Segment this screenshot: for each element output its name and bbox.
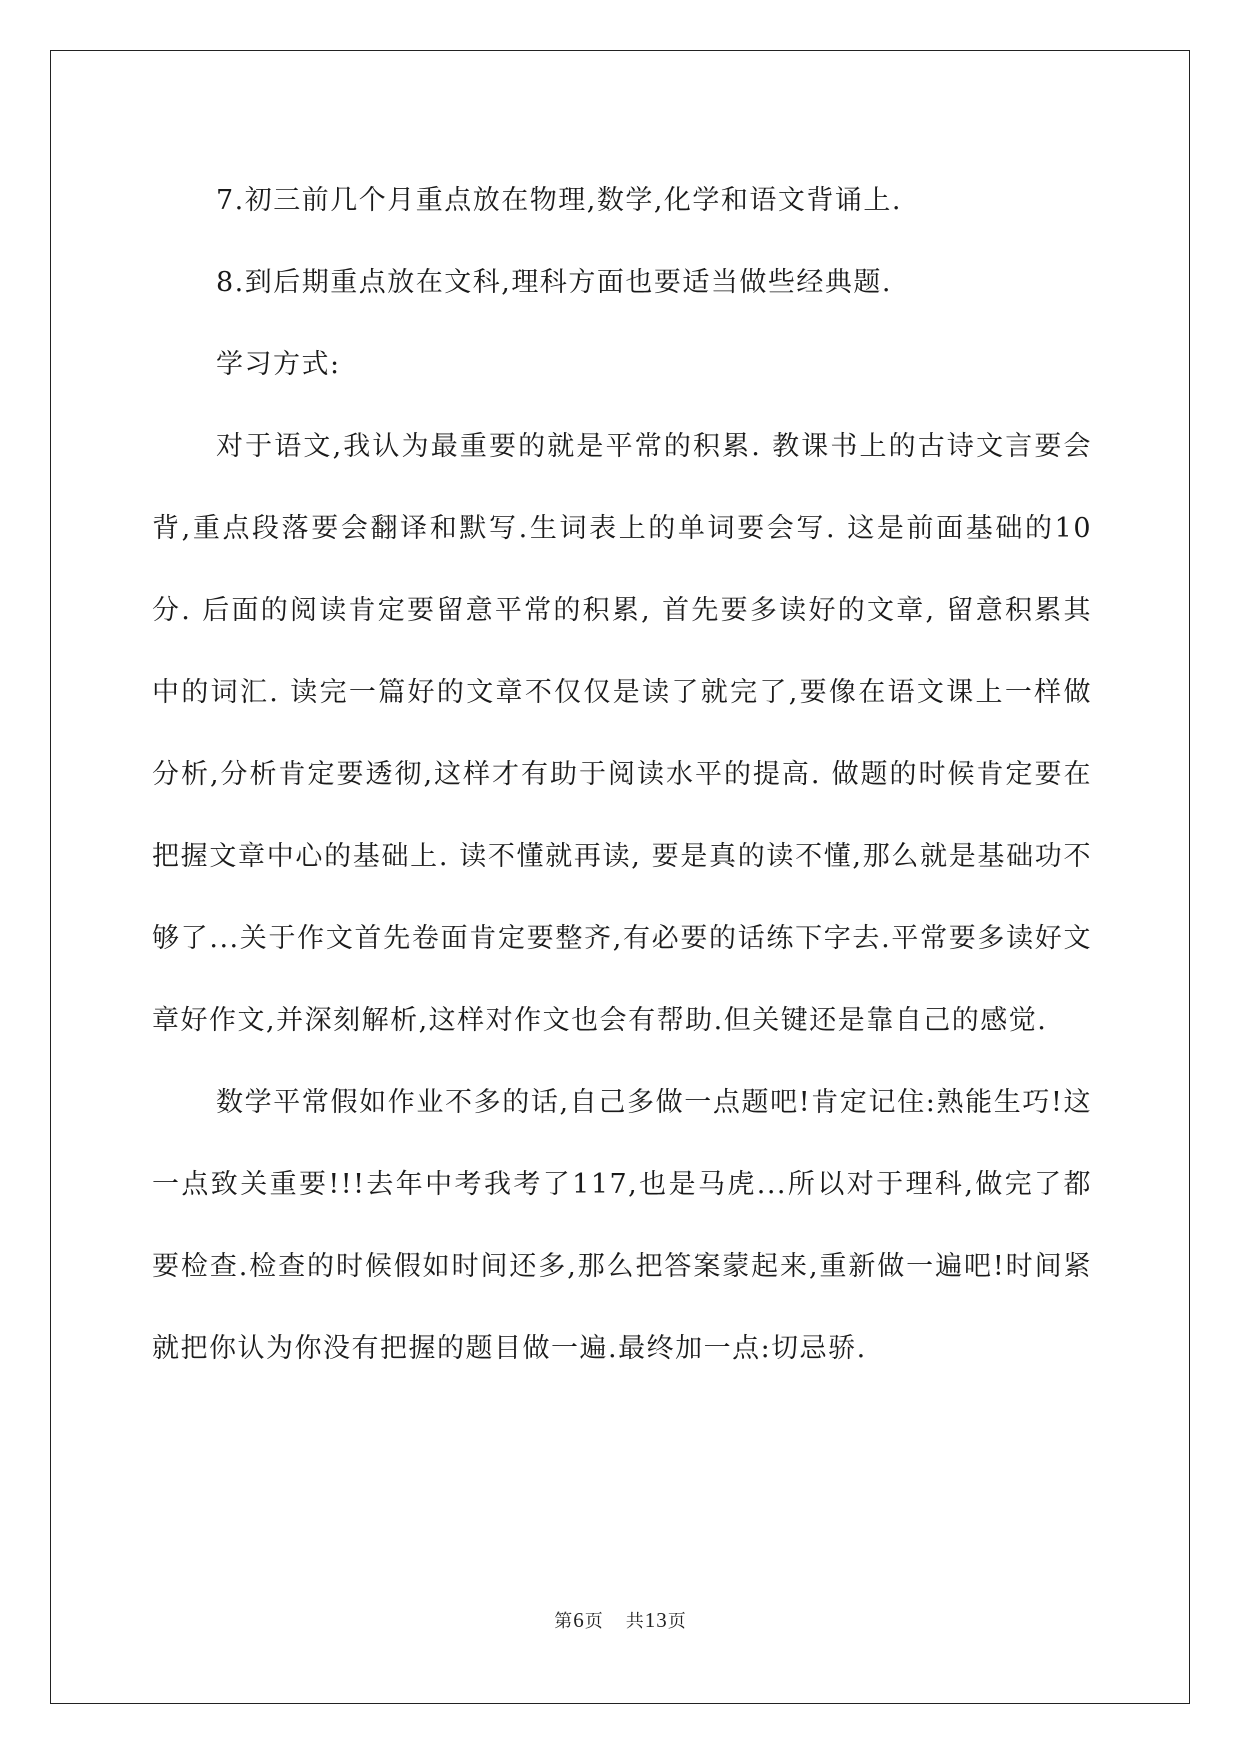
- page-suffix: 页: [584, 1611, 604, 1632]
- paragraph-chinese: 对于语文,我认为最重要的就是平常的积累. 教课书上的古诗文言要会背,重点段落要会翻译和默写.生词表上的单词要会写. 这是前面基础的10分. 后面的阅读肯定要留意平常的积累, 首先要多读好的文章, 留意积累其中的词汇. 读完一篇好的文章不仅仅是读了就完了,要像在语文课上一样做分析,分析肯定要透彻,这样才有助于阅读水平的提高. 做题的时候肯定要在把握文章中心的基础上. 读不懂就再读, 要是真的读不懂,那么就是基础功不够了...关于作文首先卷面肯定要整齐,有必要的话练下字去.平常要多读好文章好作文,并深刻解析,这样对作文也会有帮助.但关键还是靠自己的感觉.: [152, 431, 1092, 1036]
- total-pages: 13: [644, 1608, 668, 1632]
- page-number: 6: [573, 1608, 585, 1632]
- page-prefix: 第: [554, 1611, 574, 1632]
- paragraph-item-7: 7.初三前几个月重点放在物理,数学,化学和语文背诵上.: [216, 185, 903, 216]
- total-suffix: 页: [667, 1611, 687, 1632]
- section-heading-study-method: 学习方式:: [216, 349, 341, 380]
- total-prefix: 共: [625, 1611, 645, 1632]
- paragraph-math: 数学平常假如作业不多的话,自己多做一点题吧!肯定记住:熟能生巧!这一点致关重要!!!去年中考我考了117,也是马虎...所以对于理科,做完了都要检查.检查的时候假如时间还多,那么把答案蒙起来,重新做一遍吧!时间紧就把你认为你没有把握的题目做一遍.最终加一点:切忌骄.: [152, 1087, 1092, 1364]
- page-footer: [0, 1608, 1241, 1634]
- document-body: [152, 160, 1092, 1390]
- paragraph-item-8: 8.到后期重点放在文科,理科方面也要适当做些经典题.: [216, 267, 892, 298]
